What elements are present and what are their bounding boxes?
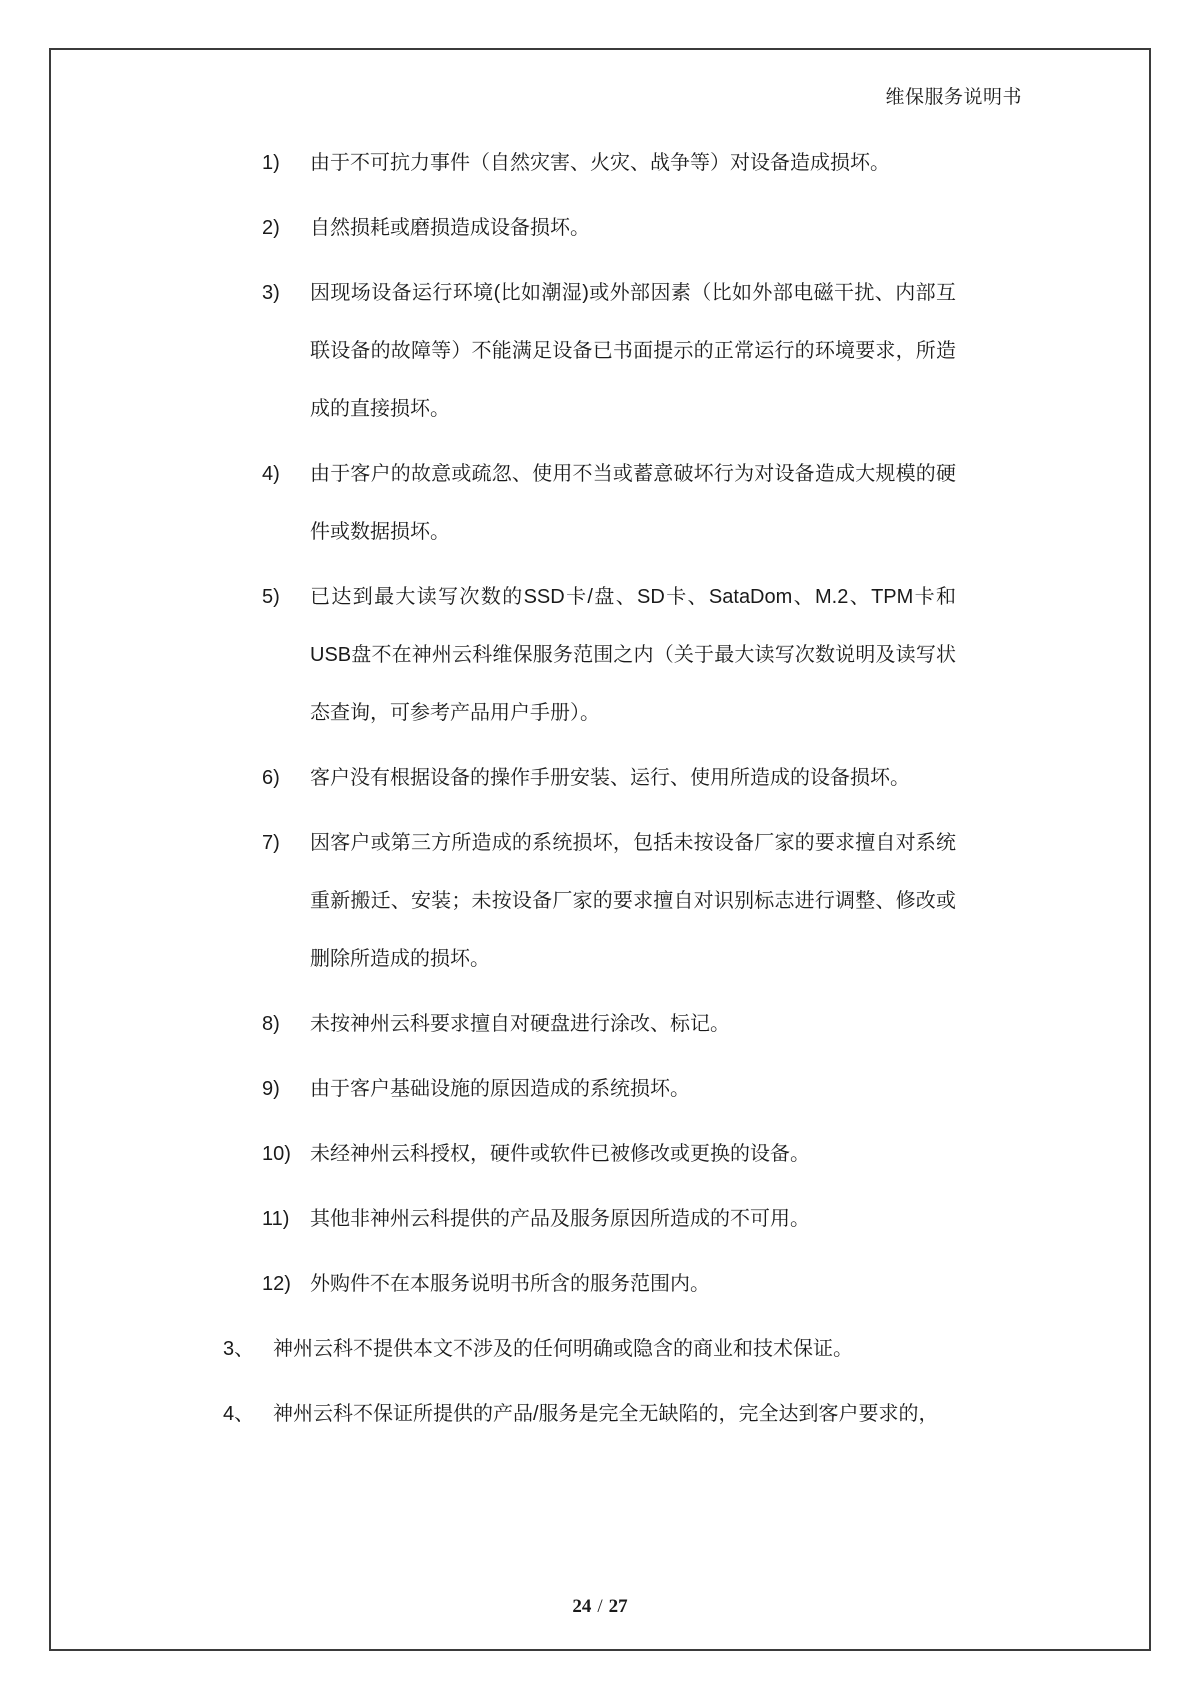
header-title: 维保服务说明书 [885,87,1022,108]
page-footer [0,1596,1200,1618]
list-item-marker: 8) [262,1013,280,1035]
list-item-marker: 1) [262,152,280,174]
text-line: 联设备的故障等）不能满足设备已书面提示的正常运行的环境要求，所造 [310,340,956,362]
list-item-marker: 12) [262,1273,291,1295]
page-number-total: 27 [608,1596,628,1617]
document-body [0,134,1200,1450]
list-item-text [310,264,956,438]
list-item [223,1385,1200,1443]
text-line: 因客户或第三方所造成的系统损坏，包括未按设备厂家的要求擅自对系统 [310,832,956,854]
list-item [262,749,1200,807]
text-line: USB盘不在神州云科维保服务范围之内（关于最大读写次数说明及读写状 [310,644,956,666]
list-item-marker: 3、 [223,1338,255,1360]
list-item [262,134,1200,192]
list-item [262,995,1200,1053]
list-item-text [310,199,956,257]
list-item-marker: 5) [262,586,280,608]
list-item-marker: 9) [262,1078,280,1100]
list-item-marker: 11) [262,1208,290,1230]
text-line: 未按神州云科要求擅自对硬盘进行涂改、标记。 [310,1013,730,1035]
list-item-text [310,1255,956,1313]
text-line: 客户没有根据设备的操作手册安装、运行、使用所造成的设备损坏。 [310,767,910,789]
list-item [262,1125,1200,1183]
list-item [223,1320,1200,1378]
list-item [262,814,1200,988]
list-item-text [310,1060,956,1118]
text-line: 神州云科不保证所提供的产品/服务是完全无缺陷的，完全达到客户要求的， [273,1403,939,1425]
list-item-text [310,445,956,561]
list-item-text [310,134,956,192]
list-item-text [310,1125,956,1183]
list-item [262,1060,1200,1118]
list-item-text [310,995,956,1053]
text-line: 其他非神州云科提供的产品及服务原因所造成的不可用。 [310,1208,810,1230]
list-item [262,264,1200,438]
text-line: 由于不可抗力事件（自然灾害、火灾、战争等）对设备造成损坏。 [310,152,890,174]
list-item-text [310,568,956,742]
text-line: 外购件不在本服务说明书所含的服务范围内。 [310,1273,710,1295]
text-line: 自然损耗或磨损造成设备损坏。 [310,217,590,239]
list-item-marker: 7) [262,832,280,854]
list-item-text [273,1385,939,1443]
text-line: 态查询，可参考产品用户手册）。 [310,702,600,724]
page-number-current: 24 [572,1596,592,1617]
text-line: 删除所造成的损坏。 [310,948,490,970]
list-item [262,445,1200,561]
list-item-marker: 3) [262,282,280,304]
list-item-marker: 4、 [223,1403,255,1425]
list-item-marker: 2) [262,217,280,239]
text-line: 由于客户的故意或疏忽、使用不当或蓄意破坏行为对设备造成大规模的硬 [310,463,956,485]
list-item-marker: 4) [262,463,280,485]
text-line: 因现场设备运行环境(比如潮湿)或外部因素（比如外部电磁干扰、内部互 [310,282,956,304]
page-header [0,82,1022,109]
list-item-text [273,1320,853,1378]
list-item [262,1255,1200,1313]
text-line: 神州云科不提供本文不涉及的任何明确或隐含的商业和技术保证。 [273,1338,853,1360]
text-line: 件或数据损坏。 [310,521,450,543]
list-item [262,1190,1200,1248]
list-item-marker: 10) [262,1143,291,1165]
text-line: 重新搬迁、安装；未按设备厂家的要求擅自对识别标志进行调整、修改或 [310,890,956,912]
list-item-text [310,749,956,807]
list-item-text [310,1190,956,1248]
text-line: 已达到最大读写次数的SSD卡/盘、SD卡、SataDom、M.2、TPM卡和 [310,586,956,608]
text-line: 未经神州云科授权，硬件或软件已被修改或更换的设备。 [310,1143,810,1165]
list-item-text [310,814,956,988]
list-item-marker: 6) [262,767,280,789]
page-number-separator: / [597,1596,603,1617]
text-line: 由于客户基础设施的原因造成的系统损坏。 [310,1078,690,1100]
list-item [262,199,1200,257]
text-line: 成的直接损坏。 [310,398,450,420]
list-item [262,568,1200,742]
